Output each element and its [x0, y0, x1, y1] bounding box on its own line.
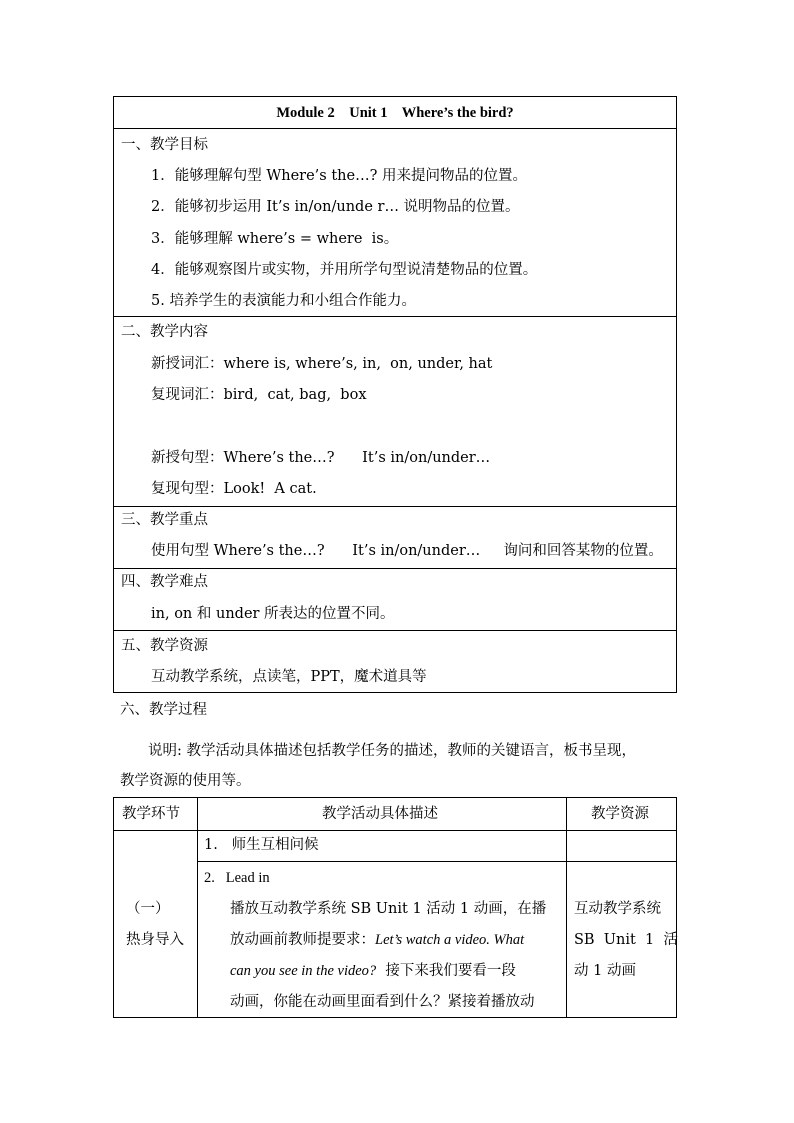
process-table [113, 797, 677, 1018]
objective-item: 4．能够观察图片或实物，并用所学句型说清楚物品的位置。 [151, 262, 538, 278]
resource-line: 互动教学系统 [574, 901, 661, 917]
process-heading: 六、教学过程 [120, 702, 207, 718]
stage-number: （一） [126, 901, 170, 917]
new-sentences: 新授句型：Where’s the…? It’s in/on/under… [151, 450, 491, 466]
activity-lead-in-line [230, 961, 516, 981]
activity-lead-in-line: 动画，你能在动画里面看到什么？紧接着播放动 [230, 994, 535, 1010]
activity-lead-in-line: 播放互动教学系统 SB Unit 1 活动 1 动画，在播 [230, 901, 547, 917]
activity-lead-in-title: 2. Lead in [204, 870, 270, 886]
resource-line: 动 1 动画 [574, 963, 636, 979]
lead-in-english: Let’s watch a video. What [375, 932, 525, 948]
section-content [113, 317, 677, 507]
resource-line: SB Unit 1 活 [574, 932, 678, 948]
objective-item: 3．能够理解 where’s = where is。 [151, 231, 399, 247]
key-points-text: 使用句型 Where’s the…? It’s in/on/under… 询问和回答某物的位置。 [151, 543, 663, 559]
objective-item: 1．能够理解句型 Where’s the…? 用来提问物品的位置。 [151, 168, 527, 184]
process-note-line1: 说明: 教学活动具体描述包括教学任务的描述，教师的关键语言，板书呈现， [148, 743, 636, 759]
header-description: 教学活动具体描述 [322, 806, 438, 822]
header-resource: 教学资源 [591, 806, 649, 822]
objective-item: 2．能够初步运用 It’s in/on/unde r… 说明物品的位置。 [151, 199, 520, 215]
key-points-heading: 三、教学重点 [121, 512, 208, 528]
review-sentences: 复现句型：Look! A cat. [151, 481, 317, 497]
stage-label: 热身导入 [126, 932, 184, 948]
activity-greeting: 1. 师生互相问候 [204, 837, 319, 853]
content-heading: 二、教学内容 [121, 324, 208, 340]
header-stage: 教学环节 [122, 806, 180, 822]
title-box [113, 96, 677, 129]
section-resources [113, 631, 677, 693]
difficulties-text: in, on 和 under 所表达的位置不同。 [151, 606, 395, 622]
process-note-line2: 教学资源的使用等。 [120, 773, 251, 789]
lead-in-english: can you see in the video? [230, 963, 377, 979]
lead-in-text: 接下来我们要看一段 [376, 963, 516, 979]
activity-lead-in-line [230, 930, 524, 950]
row-divider [114, 830, 676, 831]
objectives-heading: 一、教学目标 [121, 137, 208, 153]
section-difficulties [113, 569, 677, 631]
new-words: 新授词汇：where is, where’s, in, on, under, hat [151, 356, 493, 372]
lead-in-text: 放动画前教师提要求： [230, 932, 375, 948]
row-divider [197, 861, 676, 862]
resources-heading: 五、教学资源 [121, 638, 208, 654]
difficulties-heading: 四、教学难点 [121, 574, 208, 590]
objective-item: 5. 培养学生的表演能力和小组合作能力。 [151, 293, 416, 309]
document-title: Module 2 Unit 1 Where’s the bird? [276, 105, 514, 121]
review-words: 复现词汇：bird, cat, bag, box [151, 387, 367, 403]
resources-text: 互动教学系统，点读笔，PPT，魔术道具等 [151, 669, 427, 685]
section-key-points [113, 507, 677, 569]
section-objectives [113, 129, 677, 317]
